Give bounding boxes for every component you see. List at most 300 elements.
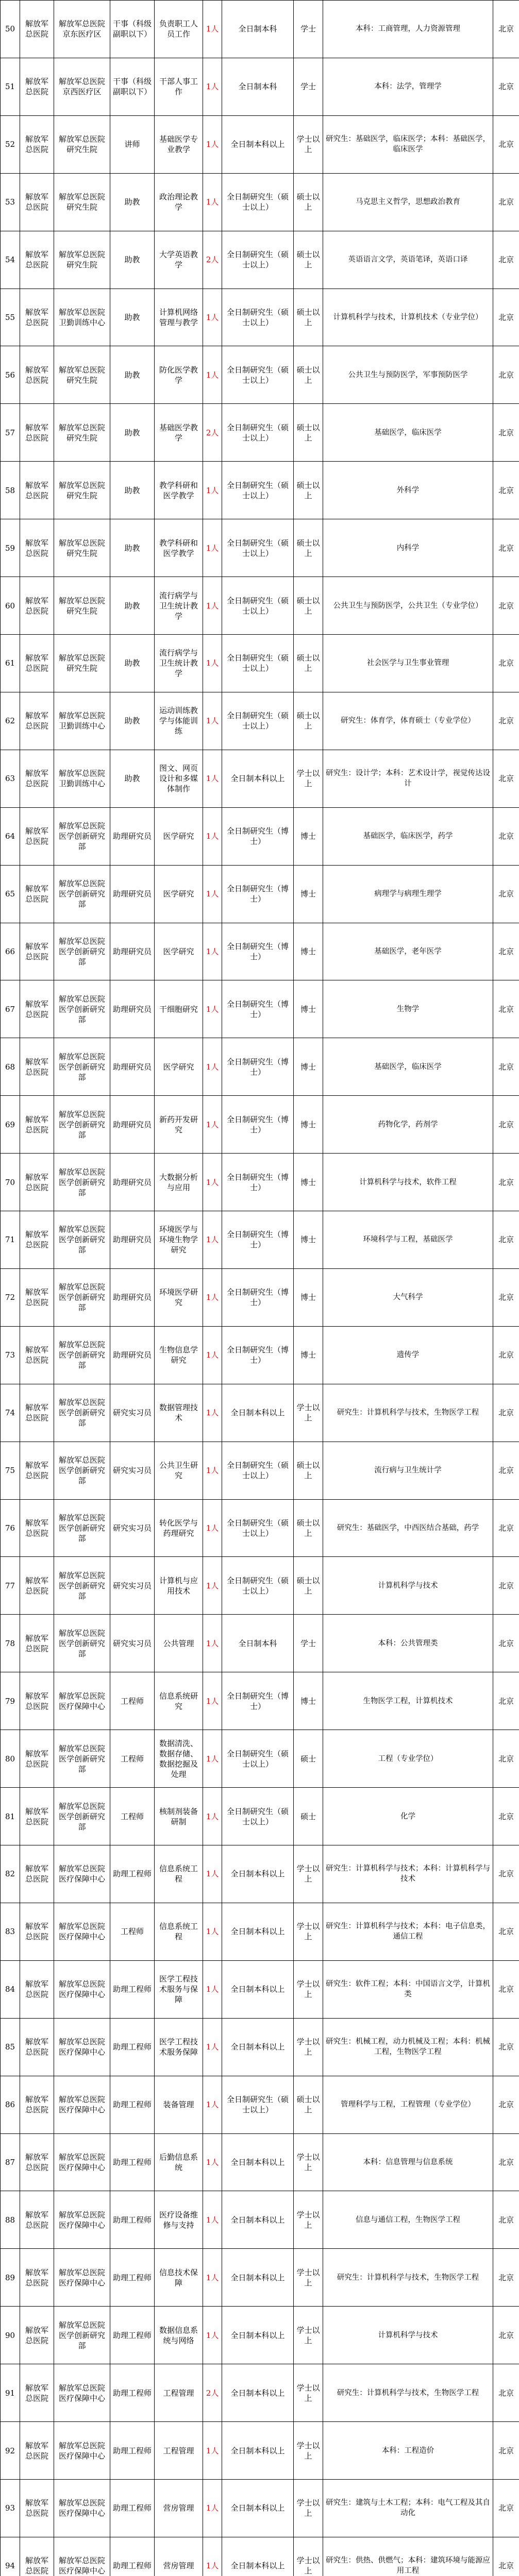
major-requirement: 马克思主义哲学，思想政治教育 xyxy=(323,173,493,231)
table-row xyxy=(1,2364,519,2422)
position-name: 助教 xyxy=(110,404,155,462)
employer-unit: 解放军总医院 xyxy=(20,980,54,1038)
department: 解放军总医院医疗保障中心 xyxy=(54,1960,110,2018)
row-number: 83 xyxy=(1,1903,20,1960)
department: 解放军总医院京西医疗区 xyxy=(54,58,110,115)
major-requirement: 信息与通信工程，生物医学工程 xyxy=(323,2191,493,2249)
position-name: 研究实习员 xyxy=(110,1442,155,1499)
work-location: 北京 xyxy=(493,1096,519,1154)
degree-requirement: 博士 xyxy=(294,1038,323,1096)
table-row xyxy=(1,980,519,1038)
table-row xyxy=(1,2479,519,2537)
work-location: 北京 xyxy=(493,2249,519,2307)
job-duty: 环境医学与环境生物学研究 xyxy=(155,1211,203,1269)
hiring-count: 2人 xyxy=(203,231,222,289)
employer-unit: 解放军总医院 xyxy=(20,1268,54,1326)
education-requirement: 全日制研究生（硕士以上） xyxy=(222,1788,294,1845)
job-duty: 医学研究 xyxy=(155,1038,203,1096)
hiring-count: 1人 xyxy=(203,577,222,635)
major-requirement: 化学 xyxy=(323,1788,493,1845)
work-location: 北京 xyxy=(493,692,519,750)
department: 解放军总医院医学创新研究部 xyxy=(54,1154,110,1211)
table-row xyxy=(1,1499,519,1557)
row-number: 72 xyxy=(1,1268,20,1326)
department: 解放军总医院医学创新研究部 xyxy=(54,1499,110,1557)
row-number: 65 xyxy=(1,865,20,923)
hiring-count: 1人 xyxy=(203,2191,222,2249)
department: 解放军总医院医疗保障中心 xyxy=(54,2018,110,2076)
row-number: 69 xyxy=(1,1096,20,1154)
hiring-count: 1人 xyxy=(203,58,222,115)
hiring-count: 1人 xyxy=(203,462,222,519)
employer-unit: 解放军总医院 xyxy=(20,2307,54,2364)
position-name: 助教 xyxy=(110,346,155,404)
position-name: 助教 xyxy=(110,692,155,750)
position-name: 研究实习员 xyxy=(110,1615,155,1672)
table-row xyxy=(1,1,519,58)
row-number: 51 xyxy=(1,58,20,115)
table-row xyxy=(1,1788,519,1845)
work-location: 北京 xyxy=(493,865,519,923)
job-duty: 转化医学与药理研究 xyxy=(155,1499,203,1557)
degree-requirement: 学士以上 xyxy=(294,2422,323,2480)
table-row xyxy=(1,1730,519,1788)
major-requirement: 研究生：基础医学，中西医结合基础，药学 xyxy=(323,1499,493,1557)
position-name: 助理工程师 xyxy=(110,2537,155,2576)
degree-requirement: 硕士以上 xyxy=(294,519,323,577)
work-location: 北京 xyxy=(493,1326,519,1384)
major-requirement: 本科：法学，管理学 xyxy=(323,58,493,115)
work-location: 北京 xyxy=(493,2191,519,2249)
education-requirement: 全日制本科以上 xyxy=(222,2307,294,2364)
table-row xyxy=(1,519,519,577)
table-row xyxy=(1,577,519,635)
job-duty: 医学研究 xyxy=(155,865,203,923)
row-number: 87 xyxy=(1,2133,20,2191)
position-name: 助理工程师 xyxy=(110,2422,155,2480)
department: 解放军总医院医学创新研究部 xyxy=(54,1557,110,1615)
education-requirement: 全日制研究生（硕士以上） xyxy=(222,634,294,692)
hiring-count: 1人 xyxy=(203,2249,222,2307)
department: 解放军总医院医疗保障中心 xyxy=(54,2537,110,2576)
job-duty: 后勤信息系统 xyxy=(155,2133,203,2191)
employer-unit: 解放军总医院 xyxy=(20,692,54,750)
major-requirement: 生物学 xyxy=(323,980,493,1038)
row-number: 88 xyxy=(1,2191,20,2249)
education-requirement: 全日制研究生（硕士以上） xyxy=(222,404,294,462)
employer-unit: 解放军总医院 xyxy=(20,1,54,58)
work-location: 北京 xyxy=(493,1788,519,1845)
department: 解放军总医院医疗保障中心 xyxy=(54,2076,110,2133)
education-requirement: 全日制研究生（博士） xyxy=(222,1096,294,1154)
job-duty: 营房管理 xyxy=(155,2479,203,2537)
department: 解放军总医院研究生院 xyxy=(54,115,110,173)
employer-unit: 解放军总医院 xyxy=(20,1384,54,1442)
row-number: 60 xyxy=(1,577,20,635)
employer-unit: 解放军总医院 xyxy=(20,462,54,519)
job-duty: 信息系统工程 xyxy=(155,1845,203,1903)
education-requirement: 全日制研究生（硕士以上） xyxy=(222,1499,294,1557)
degree-requirement: 学士以上 xyxy=(294,115,323,173)
work-location: 北京 xyxy=(493,1384,519,1442)
department: 解放军总医院医疗保障中心 xyxy=(54,2249,110,2307)
position-name: 助教 xyxy=(110,634,155,692)
employer-unit: 解放军总医院 xyxy=(20,1557,54,1615)
row-number: 74 xyxy=(1,1384,20,1442)
hiring-count: 1人 xyxy=(203,115,222,173)
degree-requirement: 学士以上 xyxy=(294,1845,323,1903)
major-requirement: 基础医学，临床医学，药学 xyxy=(323,807,493,865)
work-location: 北京 xyxy=(493,346,519,404)
hiring-count: 1人 xyxy=(203,923,222,980)
degree-requirement: 博士 xyxy=(294,1096,323,1154)
education-requirement: 全日制本科 xyxy=(222,1615,294,1672)
degree-requirement: 学士以上 xyxy=(294,1384,323,1442)
work-location: 北京 xyxy=(493,173,519,231)
work-location: 北京 xyxy=(493,980,519,1038)
major-requirement: 研究生：设计学；本科：艺术设计学，视觉传达设计 xyxy=(323,750,493,807)
education-requirement: 全日制本科 xyxy=(222,1,294,58)
job-duty: 干细胞研究 xyxy=(155,980,203,1038)
major-requirement: 公共卫生与预防医学，公共卫生（专业学位） xyxy=(323,577,493,635)
table-row xyxy=(1,2422,519,2480)
work-location: 北京 xyxy=(493,807,519,865)
job-duty: 计算机与应用技术 xyxy=(155,1557,203,1615)
table-row xyxy=(1,346,519,404)
degree-requirement: 学士以上 xyxy=(294,2018,323,2076)
job-duty: 防化医学教学 xyxy=(155,346,203,404)
hiring-count: 1人 xyxy=(203,1615,222,1672)
work-location: 北京 xyxy=(493,519,519,577)
job-duty: 图文、网页设计和多媒体制作 xyxy=(155,750,203,807)
education-requirement: 全日制研究生（硕士以上） xyxy=(222,577,294,635)
work-location: 北京 xyxy=(493,1268,519,1326)
major-requirement: 公共卫生与预防医学，军事预防医学 xyxy=(323,346,493,404)
row-number: 79 xyxy=(1,1672,20,1730)
position-name: 助理研究员 xyxy=(110,1096,155,1154)
degree-requirement: 学士以上 xyxy=(294,2307,323,2364)
hiring-count: 1人 xyxy=(203,1960,222,2018)
degree-requirement: 硕士以上 xyxy=(294,173,323,231)
job-duty: 生物信息学研究 xyxy=(155,1326,203,1384)
hiring-count: 1人 xyxy=(203,1211,222,1269)
major-requirement: 英语语言文学，英语笔译，英语口译 xyxy=(323,231,493,289)
job-duty: 运动训练教学与体能训练 xyxy=(155,692,203,750)
employer-unit: 解放军总医院 xyxy=(20,404,54,462)
major-requirement: 本科：工商管理，人力资源管理 xyxy=(323,1,493,58)
education-requirement: 全日制研究生（硕士以上） xyxy=(222,462,294,519)
job-duty: 医学工程技术服务保障 xyxy=(155,2018,203,2076)
position-name: 干事（科级副职以下） xyxy=(110,1,155,58)
work-location: 北京 xyxy=(493,2018,519,2076)
position-name: 助理工程师 xyxy=(110,2191,155,2249)
education-requirement: 全日制本科以上 xyxy=(222,115,294,173)
department: 解放军总医院医疗保障中心 xyxy=(54,2364,110,2422)
position-name: 工程师 xyxy=(110,1672,155,1730)
department: 解放军总医院医疗保障中心 xyxy=(54,2479,110,2537)
major-requirement: 流行病与卫生统计学 xyxy=(323,1442,493,1499)
job-duty: 数据信息系统与网络 xyxy=(155,2307,203,2364)
degree-requirement: 学士以上 xyxy=(294,2133,323,2191)
job-duty: 医学研究 xyxy=(155,807,203,865)
position-name: 助理研究员 xyxy=(110,1326,155,1384)
table-row xyxy=(1,1442,519,1499)
major-requirement: 基础医学，临床医学 xyxy=(323,404,493,462)
hiring-count: 1人 xyxy=(203,1384,222,1442)
table-row xyxy=(1,2307,519,2364)
job-duty: 教学科研和医学教学 xyxy=(155,519,203,577)
employer-unit: 解放军总医院 xyxy=(20,923,54,980)
row-number: 59 xyxy=(1,519,20,577)
hiring-count: 1人 xyxy=(203,1788,222,1845)
position-name: 助理工程师 xyxy=(110,2076,155,2133)
major-requirement: 药物化学，药剂学 xyxy=(323,1096,493,1154)
position-name: 研究实习员 xyxy=(110,1384,155,1442)
table-row xyxy=(1,1154,519,1211)
education-requirement: 全日制研究生（硕士以上） xyxy=(222,231,294,289)
table-row xyxy=(1,1211,519,1269)
position-name: 助教 xyxy=(110,289,155,346)
job-duty: 医学研究 xyxy=(155,923,203,980)
major-requirement: 本科：公共管理类 xyxy=(323,1615,493,1672)
position-name: 助理研究员 xyxy=(110,1038,155,1096)
department: 解放军总医院医疗保障中心 xyxy=(54,1672,110,1730)
major-requirement: 研究生：计算机科学与技术；本科：电子信息类，通信工程 xyxy=(323,1903,493,1960)
department: 解放军总医院医学创新研究部 xyxy=(54,1788,110,1845)
employer-unit: 解放军总医院 xyxy=(20,1154,54,1211)
degree-requirement: 博士 xyxy=(294,1672,323,1730)
job-duty: 工程管理 xyxy=(155,2364,203,2422)
education-requirement: 全日制本科以上 xyxy=(222,2364,294,2422)
row-number: 54 xyxy=(1,231,20,289)
table-row xyxy=(1,1326,519,1384)
row-number: 81 xyxy=(1,1788,20,1845)
row-number: 63 xyxy=(1,750,20,807)
position-name: 工程师 xyxy=(110,1730,155,1788)
employer-unit: 解放军总医院 xyxy=(20,2537,54,2576)
row-number: 62 xyxy=(1,692,20,750)
table-row xyxy=(1,1672,519,1730)
position-name: 助理工程师 xyxy=(110,2133,155,2191)
major-requirement: 遗传学 xyxy=(323,1326,493,1384)
work-location: 北京 xyxy=(493,58,519,115)
employer-unit: 解放军总医院 xyxy=(20,2191,54,2249)
work-location: 北京 xyxy=(493,1845,519,1903)
job-duty: 新药开发研究 xyxy=(155,1096,203,1154)
hiring-count: 2人 xyxy=(203,2364,222,2422)
table-row xyxy=(1,289,519,346)
degree-requirement: 硕士以上 xyxy=(294,1499,323,1557)
hiring-count: 1人 xyxy=(203,1730,222,1788)
department: 解放军总医院卫勤训练中心 xyxy=(54,750,110,807)
department: 解放军总医院医学创新研究部 xyxy=(54,1038,110,1096)
department: 解放军总医院医学创新研究部 xyxy=(54,1096,110,1154)
table-row xyxy=(1,2133,519,2191)
employer-unit: 解放军总医院 xyxy=(20,1672,54,1730)
major-requirement: 计算机科学与技术，软件工程 xyxy=(323,1154,493,1211)
row-number: 82 xyxy=(1,1845,20,1903)
degree-requirement: 学士以上 xyxy=(294,2479,323,2537)
job-duty: 医学工程技术服务与保障 xyxy=(155,1960,203,2018)
table-row xyxy=(1,115,519,173)
hiring-count: 1人 xyxy=(203,1,222,58)
hiring-count: 1人 xyxy=(203,750,222,807)
job-duty: 大学英语教学 xyxy=(155,231,203,289)
major-requirement: 研究生：基础医学，临床医学；本科：基础医学，临床医学 xyxy=(323,115,493,173)
department: 解放军总医院医学创新研究部 xyxy=(54,1730,110,1788)
work-location: 北京 xyxy=(493,462,519,519)
work-location: 北京 xyxy=(493,1557,519,1615)
degree-requirement: 学士以上 xyxy=(294,1903,323,1960)
employer-unit: 解放军总医院 xyxy=(20,1038,54,1096)
employer-unit: 解放军总医院 xyxy=(20,115,54,173)
work-location: 北京 xyxy=(493,750,519,807)
work-location: 北京 xyxy=(493,1903,519,1960)
position-name: 助理工程师 xyxy=(110,2307,155,2364)
table-row xyxy=(1,1903,519,1960)
hiring-count: 1人 xyxy=(203,519,222,577)
employer-unit: 解放军总医院 xyxy=(20,58,54,115)
table-row xyxy=(1,173,519,231)
degree-requirement: 博士 xyxy=(294,1154,323,1211)
degree-requirement: 博士 xyxy=(294,923,323,980)
degree-requirement: 博士 xyxy=(294,1326,323,1384)
major-requirement: 环境科学与工程，基础医学 xyxy=(323,1211,493,1269)
department: 解放军总医院医学创新研究部 xyxy=(54,1268,110,1326)
row-number: 67 xyxy=(1,980,20,1038)
department: 解放军总医院医疗保障中心 xyxy=(54,2422,110,2480)
job-duty: 信息技术保障 xyxy=(155,2249,203,2307)
work-location: 北京 xyxy=(493,404,519,462)
employer-unit: 解放军总医院 xyxy=(20,1788,54,1845)
education-requirement: 全日制研究生（硕士以上） xyxy=(222,692,294,750)
position-name: 助理工程师 xyxy=(110,1845,155,1903)
major-requirement: 生物医学工程，计算机技术 xyxy=(323,1672,493,1730)
degree-requirement: 硕士 xyxy=(294,1730,323,1788)
job-duty: 负责职工人员工作 xyxy=(155,1,203,58)
position-name: 助理研究员 xyxy=(110,980,155,1038)
degree-requirement: 学士以上 xyxy=(294,2364,323,2422)
department: 解放军总医院医学创新研究部 xyxy=(54,1615,110,1672)
education-requirement: 全日制本科以上 xyxy=(222,1384,294,1442)
employer-unit: 解放军总医院 xyxy=(20,2422,54,2480)
table-row xyxy=(1,1096,519,1154)
row-number: 56 xyxy=(1,346,20,404)
major-requirement: 研究生：供热、供燃气；本科：建筑环境与能源应用工程 xyxy=(323,2537,493,2576)
degree-requirement: 硕士以上 xyxy=(294,289,323,346)
row-number: 92 xyxy=(1,2422,20,2480)
major-requirement: 研究生：计算机科学与技术，生物医学工程 xyxy=(323,2249,493,2307)
major-requirement: 研究生：计算机科学与技术；本科：计算机科学与技术 xyxy=(323,1845,493,1903)
hiring-count: 1人 xyxy=(203,1557,222,1615)
hiring-count: 1人 xyxy=(203,865,222,923)
education-requirement: 全日制本科 xyxy=(222,58,294,115)
education-requirement: 全日制研究生（博士） xyxy=(222,1038,294,1096)
degree-requirement: 硕士以上 xyxy=(294,462,323,519)
hiring-count: 1人 xyxy=(203,173,222,231)
row-number: 66 xyxy=(1,923,20,980)
job-duty: 装备管理 xyxy=(155,2076,203,2133)
hiring-count: 1人 xyxy=(203,634,222,692)
major-requirement: 病理学与病理生理学 xyxy=(323,865,493,923)
employer-unit: 解放军总医院 xyxy=(20,807,54,865)
position-name: 助理研究员 xyxy=(110,1154,155,1211)
major-requirement: 大气科学 xyxy=(323,1268,493,1326)
hiring-count: 1人 xyxy=(203,980,222,1038)
table-row xyxy=(1,2191,519,2249)
education-requirement: 全日制本科以上 xyxy=(222,2249,294,2307)
row-number: 71 xyxy=(1,1211,20,1269)
major-requirement: 研究生：软件工程；本科：中国语言文学，计算机类 xyxy=(323,1960,493,2018)
education-requirement: 全日制研究生（博士） xyxy=(222,1326,294,1384)
education-requirement: 全日制本科以上 xyxy=(222,1845,294,1903)
job-duty: 公共卫生研究 xyxy=(155,1442,203,1499)
position-name: 助理研究员 xyxy=(110,807,155,865)
major-requirement: 内科学 xyxy=(323,519,493,577)
degree-requirement: 学士 xyxy=(294,1,323,58)
job-duty: 计算机网络管理与教学 xyxy=(155,289,203,346)
employer-unit: 解放军总医院 xyxy=(20,1903,54,1960)
education-requirement: 全日制研究生（博士） xyxy=(222,1211,294,1269)
row-number: 73 xyxy=(1,1326,20,1384)
degree-requirement: 硕士以上 xyxy=(294,1557,323,1615)
row-number: 93 xyxy=(1,2479,20,2537)
work-location: 北京 xyxy=(493,1672,519,1730)
department: 解放军总医院医疗保障中心 xyxy=(54,2133,110,2191)
row-number: 91 xyxy=(1,2364,20,2422)
major-requirement: 计算机科学与技术，计算机技术（专业学位） xyxy=(323,289,493,346)
department: 解放军总医院卫勤训练中心 xyxy=(54,692,110,750)
row-number: 68 xyxy=(1,1038,20,1096)
major-requirement: 工程（专业学位） xyxy=(323,1730,493,1788)
education-requirement: 全日制本科以上 xyxy=(222,750,294,807)
education-requirement: 全日制研究生（博士） xyxy=(222,1268,294,1326)
department: 解放军总医院研究生院 xyxy=(54,346,110,404)
employer-unit: 解放军总医院 xyxy=(20,1845,54,1903)
job-duty: 教学科研和医学教学 xyxy=(155,462,203,519)
education-requirement: 全日制本科以上 xyxy=(222,2537,294,2576)
work-location: 北京 xyxy=(493,1730,519,1788)
position-name: 助理工程师 xyxy=(110,2479,155,2537)
education-requirement: 全日制研究生（博士） xyxy=(222,1154,294,1211)
position-name: 助教 xyxy=(110,519,155,577)
department: 解放军总医院研究生院 xyxy=(54,231,110,289)
education-requirement: 全日制研究生（硕士以上） xyxy=(222,1557,294,1615)
hiring-count: 1人 xyxy=(203,1096,222,1154)
row-number: 86 xyxy=(1,2076,20,2133)
education-requirement: 全日制研究生（硕士以上） xyxy=(222,1442,294,1499)
department: 解放军总医院医学创新研究部 xyxy=(54,1442,110,1499)
table-row xyxy=(1,2249,519,2307)
education-requirement: 全日制研究生（硕士以上） xyxy=(222,1730,294,1788)
degree-requirement: 硕士以上 xyxy=(294,634,323,692)
row-number: 80 xyxy=(1,1730,20,1788)
degree-requirement: 学士以上 xyxy=(294,2249,323,2307)
employer-unit: 解放军总医院 xyxy=(20,289,54,346)
row-number: 89 xyxy=(1,2249,20,2307)
row-number: 52 xyxy=(1,115,20,173)
job-duty: 数据管理技术 xyxy=(155,1384,203,1442)
employer-unit: 解放军总医院 xyxy=(20,577,54,635)
table-row xyxy=(1,1384,519,1442)
row-number: 78 xyxy=(1,1615,20,1672)
employer-unit: 解放军总医院 xyxy=(20,2364,54,2422)
position-name: 助理工程师 xyxy=(110,1960,155,2018)
hiring-count: 1人 xyxy=(203,2076,222,2133)
degree-requirement: 硕士以上 xyxy=(294,346,323,404)
hiring-count: 2人 xyxy=(203,404,222,462)
department: 解放军总医院医疗保障中心 xyxy=(54,2191,110,2249)
